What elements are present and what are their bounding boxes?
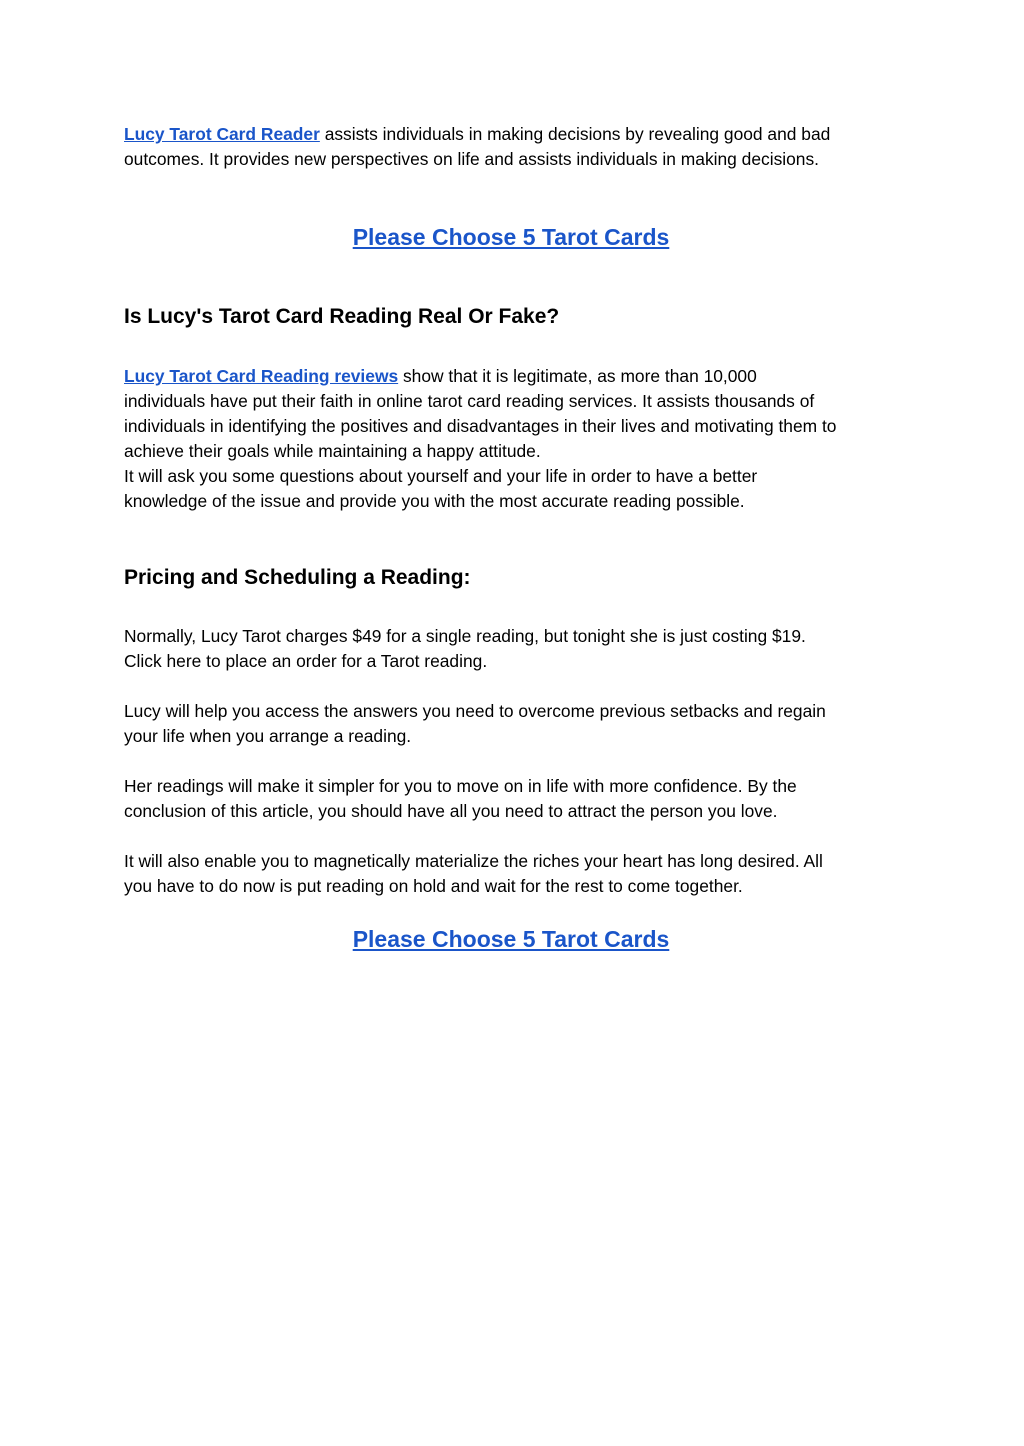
readings-paragraph xyxy=(124,774,904,824)
pricing-line2-text: Click here to place an order for a Tarot reading. xyxy=(124,651,488,671)
section1-paragraph xyxy=(124,364,904,514)
readings-line1-text: Her readings will make it simpler for you to move on in life with more confidence. By the xyxy=(124,776,797,796)
intro-line2-text: outcomes. It provides new perspectives on life and assists individuals in making decisions. xyxy=(124,149,820,169)
section1-line3-text: individuals in identifying the positives and disadvantages in their lives and motivating them to xyxy=(124,416,837,436)
pricing-line1-text: Normally, Lucy Tarot charges $49 for a single reading, but tonight she is just costing $19. xyxy=(124,626,806,646)
riches-line2-text: you have to do now is put reading on hold and wait for the rest to come together. xyxy=(124,876,743,896)
help-line1-text: Lucy will help you access the answers you need to overcome previous setbacks and regain xyxy=(124,701,826,721)
readings-line2-text: conclusion of this article, you should have all you need to attract the person you love. xyxy=(124,801,778,821)
section1-line2-text: individuals have put their faith in online tarot card reading services. It assists thousands of xyxy=(124,391,815,411)
riches-line1-text: It will also enable you to magnetically materialize the riches your heart has long desired. All xyxy=(124,851,823,871)
help-line2-text: your life when you arrange a reading. xyxy=(124,726,412,746)
section1-line5-text: It will ask you some questions about yourself and your life in order to have a better xyxy=(124,466,758,486)
choose-tarot-cards-link-bottom[interactable]: Please Choose 5 Tarot Cards xyxy=(352,926,670,952)
riches-paragraph xyxy=(124,849,904,899)
section1-line1-text: show that it is legitimate, as more than 10,000 xyxy=(398,366,757,386)
section1-heading: Is Lucy's Tarot Card Reading Real Or Fake? xyxy=(124,305,560,328)
lucy-tarot-card-reader-link[interactable]: Lucy Tarot Card Reader xyxy=(124,124,320,144)
intro-paragraph xyxy=(124,122,904,172)
section1-line4-text: achieve their goals while maintaining a happy attitude. xyxy=(124,441,541,461)
section2-heading: Pricing and Scheduling a Reading: xyxy=(124,566,471,589)
intro-line1-text: assists individuals in making decisions by revealing good and bad xyxy=(319,124,831,144)
lucy-tarot-reading-reviews-link[interactable]: Lucy Tarot Card Reading reviews xyxy=(124,366,399,386)
pricing-paragraph xyxy=(124,624,904,674)
help-paragraph xyxy=(124,699,904,749)
section1-line6-text: knowledge of the issue and provide you with the most accurate reading possible. xyxy=(124,491,745,511)
choose-tarot-cards-link-top[interactable]: Please Choose 5 Tarot Cards xyxy=(352,224,670,250)
